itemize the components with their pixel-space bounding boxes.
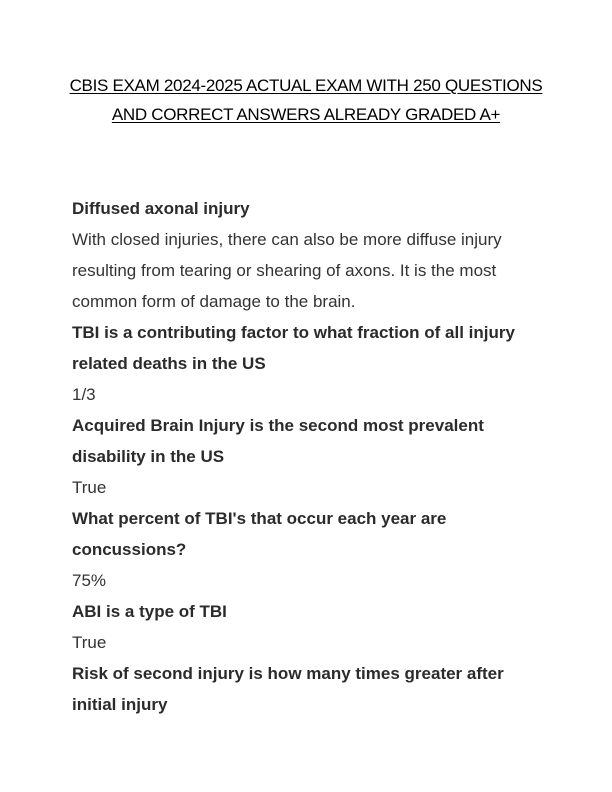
question-2: TBI is a contributing factor to what fraction of all injury related deaths in the US [72,323,515,373]
answer-3: True [72,478,107,497]
answer-4: 75% [72,571,107,590]
question-1: Diffused axonal injury [72,199,250,218]
question-4: What percent of TBI's that occur each year are concussions? [72,509,447,559]
answer-2: 1/3 [72,385,96,404]
question-6: Risk of second injury is how many times greater after initial injury [72,664,504,714]
answer-5: True [72,633,107,652]
answer-1: With closed injuries, there can also be more diffuse injury resulting from tearing or shearing of axons. It is the most common form of damage to the brain. [72,230,502,311]
question-3: Acquired Brain Injury is the second most prevalent disability in the US [72,416,484,466]
question-5: ABI is a type of TBI [72,602,227,621]
document-title: CBIS EXAM 2024-2025 ACTUAL EXAM WITH 250 QUESTIONS AND CORRECT ANSWERS ALREADY GRADED A+ [69,76,543,124]
qa-list [72,193,542,720]
